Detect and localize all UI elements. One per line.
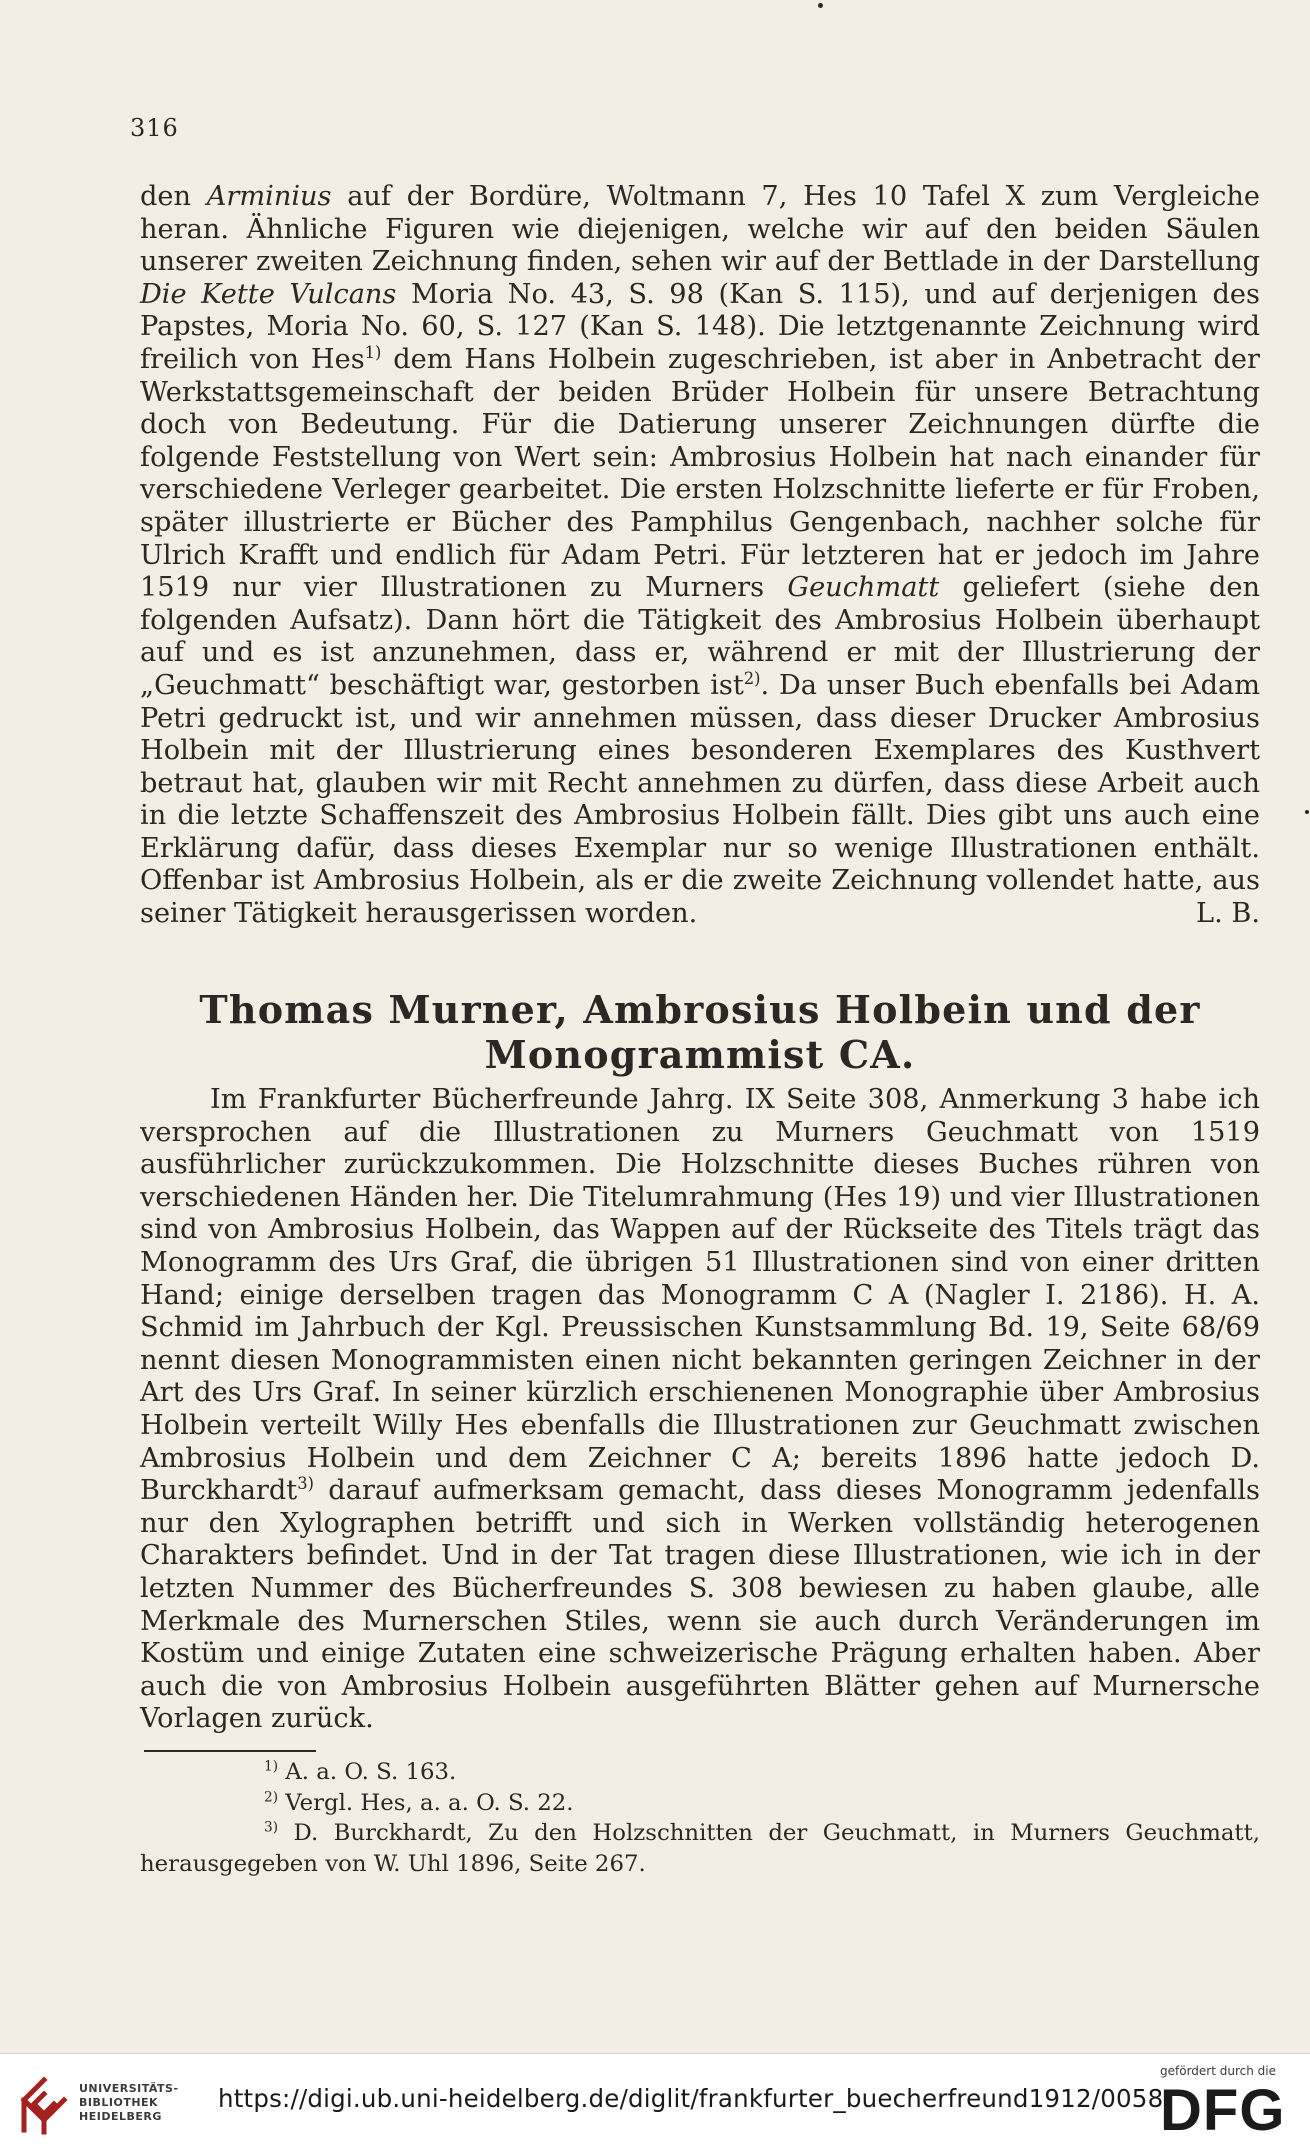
- footnote-3: $^{3)}$ D. Burckhardt, Zu den Holzschnitten der Geuchmatt, in Murners Geuchmatt, herausgegeben von W. Uhl 1896, Seite 267.: [140, 1819, 1260, 1877]
- ink-speck: [1305, 810, 1309, 814]
- ink-speck: [818, 3, 823, 8]
- author-signature: L. B.: [1196, 898, 1260, 930]
- italic-work-title: Die Kette Vulcans: [140, 278, 397, 310]
- institution-name: UNIVERSITÄTS- BIBLIOTHEK HEIDELBERG: [79, 2082, 179, 2123]
- footnote-ref-3: 3): [297, 1474, 314, 1494]
- body-paragraph-2: Im Frankfurter Bücherfreunde Jahrg. IX Seite 308, Anmerkung 3 habe ich versprochen auf die Illustrationen zu Murners Geuchmatt von 1519 ausführlicher zurückzukommen. Die Holzschnitte dieses Buches rühren von verschiedenen Händen her. Die Titelumrahmung (Hes 19) und vier Illustrationen sind von Ambrosius Holbein, das Wappen auf der Rückseite des Titels trägt das Monogramm des Urs Graf, die übrigen 51 Illustrationen sind von einer dritten Hand; einige derselben tragen das Monogramm C A (Nagler I. 2186). H. A. Schmid im Jahrbuch der Kgl. Preussischen Kunstsammlung Bd. 19, Seite 68/69 nennt diesen Monogrammisten einen nicht bekannten geringen Zeichner in der Art des Urs Graf. In seiner kürzlich erschienenen Monographie über Ambrosius Holbein verteilt Willy Hes ebenfalls die Illustrationen zur Geuchmatt zwischen Ambrosius Holbein und dem Zeichner C A; bereits 1896 hatte jedoch D. Burckhardt$^{3)}$ darauf aufmerksam gemacht, dass dieses Monogramm jedenfalls nur den Xylographen betrifft und sich in Werken vollständig heterogenen Charakters befindet. Und in der Tat tragen diese Illustrationen, wie ich in der letzten Nummer des Bücherfreundes S. 308 bewiesen zu haben glaube, alle Merkmale des Murnerschen Stiles, wenn sie auch durch Veränderungen im Kostüm und einige Zutaten eine schweizerische Prägung erhalten haben. Aber auch die von Ambrosius Holbein ausgeführten Blätter gehen auf Murnersche Vorlagen zurück.: [140, 1084, 1260, 1735]
- page-number: 316: [130, 114, 179, 142]
- footnote-ref-1: 1): [364, 342, 382, 362]
- footer-bar: [0, 2053, 1310, 2151]
- footnote-2: $^{2)}$ Vergl. Hes, a. a. O. S. 22.: [264, 1788, 574, 1816]
- footnote-1: $^{1)}$ A. a. O. S. 163.: [264, 1758, 457, 1785]
- italic-work-title: Geuchmatt: [787, 572, 940, 604]
- heading-line-2: Monogrammist CA.: [484, 1032, 916, 1077]
- footnote-divider: [144, 1750, 316, 1752]
- permalink-url[interactable]: https://digi.ub.uni-heidelberg.de/diglit/frankfurter_buecherfreund1912/0058: [218, 2084, 1164, 2113]
- italic-work-title: Arminius: [206, 181, 332, 212]
- article-heading: [140, 987, 1260, 1077]
- heading-line-1: Thomas Murner, Ambrosius Holbein und der: [199, 987, 1201, 1032]
- university-logo-icon: [14, 2074, 70, 2136]
- dfg-logo: DFG: [1160, 2078, 1286, 2143]
- funding-caption: gefördert durch die: [1160, 2064, 1276, 2078]
- footnotes: [140, 1757, 1260, 1879]
- body-paragraph-1: den Arminius auf der Bordüre, Woltmann 7, Hes 10 Tafel X zum Vergleiche heran. Ähnliche Figuren wie diejenigen, welche wir auf den beiden Säulen unserer zweiten Zeichnung finden, sehen wir auf der Bettlade in der Darstellung Die Kette Vulcans Moria No. 43, S. 98 (Kan S. 115), und auf derjenigen des Papstes, Moria No. 60, S. 127 (Kan S. 148). Die letztgenannte Zeichnung wird freilich von Hes$^{1)}$ dem Hans Holbein zugeschrieben, ist aber in Anbetracht der Werkstattsgemeinschaft der beiden Brüder Holbein für unsere Betrachtung doch von Bedeutung. Für die Datierung unserer Zeichnungen dürfte die folgende Feststellung von Wert sein: Ambrosius Holbein hat nach einander für verschiedene Verleger gearbeitet. Die ersten Holzschnitte lieferte er für Froben, später illustrierte er Bücher des Pamphilus Gengenbach, nachher solche für Ulrich Krafft und endlich für Adam Petri. Für letzteren hat er jedoch im Jahre 1519 nur vier Illustrationen zu Murners Geuchmatt geliefert (siehe den folgenden Aufsatz). Dann hört die Tätigkeit des Ambrosius Holbein überhaupt auf und es ist anzunehmen, dass er, während er mit der Illustrierung der „Geuchmatt“ beschäftigt war, gestorben ist$^{2)}$. Da unser Buch ebenfalls bei Adam Petri gedruckt ist, und wir annehmen müssen, dass dieser Drucker Ambrosius Holbein mit der Illustrierung eines besonderen Exemplares des Kusthvert betraut hat, glauben wir mit Recht annehmen zu dürfen, dass diese Arbeit auch in die letzte Schaffenszeit des Ambrosius Holbein fällt. Dies gibt uns auch eine Erklärung dafür, dass dieses Exemplar nur so wenige Illustrationen enthält. Offenbar ist Ambrosius Holbein, als er die zweite Zeichnung vollendet hatte, aus seiner Tätigkeit herausgerissen worden. L. B.: [140, 181, 1261, 930]
- footnote-ref-2: 2): [743, 668, 761, 688]
